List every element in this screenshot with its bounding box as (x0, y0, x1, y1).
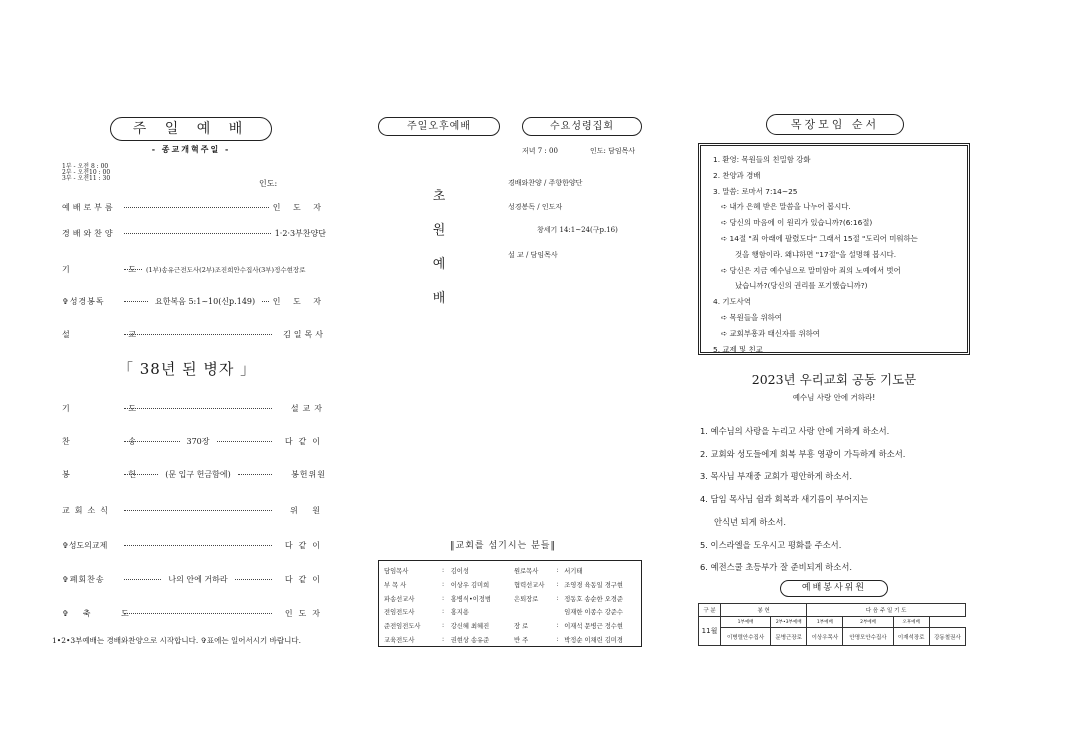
cell-line: ➪ 당신의 마음에 이 원리가 있습니까?(6:16절) (721, 218, 873, 228)
sub-head: 1부예배 (807, 617, 843, 628)
leader-label: 인도: (259, 179, 278, 188)
role-names: 서기태 (564, 568, 583, 576)
wednesday-line: 경배와찬양 / 주향한양단 (508, 179, 583, 187)
month-cell: 11월 (699, 617, 721, 646)
role-label: 원로목사 (514, 568, 539, 576)
wednesday-leader: 인도: 담임목사 (590, 147, 636, 155)
order-right: 인 도 자 (272, 203, 326, 212)
sub-head: 2부예배 (843, 617, 893, 628)
role-names: 홍병식•이정범 (450, 595, 491, 603)
order-middle: (1부)송유근전도사(2부)조진희안수집사(3부)정수현장로 (146, 266, 306, 274)
vertical-char: 초 (432, 189, 446, 204)
role-label (512, 605, 555, 619)
dot-leader (124, 233, 271, 234)
order-right: 설교자 (290, 404, 326, 413)
service-times (62, 164, 110, 182)
cell-line: ➪ 교회부흥과 태신자를 위하여 (721, 328, 820, 338)
service-time-2: 2부 - 오전10 : 00 (62, 169, 111, 176)
sub-head: 오후예배 (893, 617, 929, 628)
role-names: 권현상 송유준 (450, 636, 490, 644)
name-cell: 이병렬안수집사 (721, 628, 771, 646)
servers-title-text: 교회를 섬기시는 분들 (455, 541, 551, 551)
order-row-prayer (62, 264, 326, 275)
head-offering: 봉 헌 (721, 604, 807, 617)
prayer-item: 2. 교회와 성도들에게 회복 부흥 영광이 가득하게 하소서. (700, 448, 906, 459)
name-cell: 문병근장로 (771, 628, 807, 646)
name-cell: 안명모안수집사 (843, 628, 893, 646)
prayer-item: 안식년 되게 하소서. (714, 516, 787, 527)
main-worship-subtitle: - 종교개혁주일 - (151, 145, 231, 154)
cell-line: 4. 기도사역 (713, 297, 751, 307)
dot-leader (124, 334, 272, 335)
head-division: 구 분 (699, 604, 721, 617)
prayer-item: 4. 담임 목사님 쉼과 회복과 새기름이 부어지는 (700, 494, 869, 505)
dot-leader (124, 301, 148, 302)
cell-line: 났습니까?(당신의 권리를 포기했습니까?) (735, 281, 868, 291)
role-names: 홍지용 (450, 609, 469, 617)
role-names: 박정순 이채린 김미경 (564, 636, 623, 644)
order-row-prayer2 (62, 403, 326, 414)
cell-line: ➪ 당신은 지금 예수님으로 말미암아 죄의 노예에서 벗어 (721, 265, 901, 275)
service-time-3: 3부 - 오전11 : 30 (62, 175, 111, 182)
role-label: 반 주 (514, 636, 529, 644)
prayer-list (700, 420, 972, 579)
role-names: 이상우 김미희 (450, 581, 490, 589)
role-names: 김이성 (450, 568, 469, 576)
prayer-item: 5. 이스라엘을 도우시고 평화를 주소서. (700, 539, 842, 550)
worship-footnote: 1•2•3부예배는 경배와찬양으로 시작합니다. ✞표에는 일어서시기 바랍니다. (52, 636, 301, 645)
order-middle: (문 입구 헌금함에) (165, 470, 231, 479)
dot-leader (124, 545, 272, 546)
order-row-sermon (62, 329, 326, 340)
dot-leader (124, 474, 158, 475)
dot-leader (124, 408, 272, 409)
cell-line: 3. 말씀: 로마서 7:14~25 (713, 186, 798, 196)
dot-leader (217, 441, 273, 442)
sub-head: 1부예배 (721, 617, 771, 628)
role-names: 조영경 육동일 경구현 (564, 581, 623, 589)
order-label: 기 도 (62, 404, 164, 413)
order-label: ✞폐회찬송 (62, 575, 105, 584)
role-label: 은퇴장로 (514, 595, 539, 603)
role-label: 담임목사 (384, 568, 409, 576)
order-middle: 나의 안에 거하라 (168, 575, 228, 584)
role-label: 장 로 (514, 622, 529, 630)
role-label: 협력선교사 (514, 581, 545, 589)
dot-leader (238, 474, 272, 475)
role-label: 파송선교사 (384, 595, 415, 603)
order-row-closing-hymn (62, 574, 326, 585)
role-names: 강신혜 최혜진 (450, 622, 490, 630)
vertical-char: 예 (432, 257, 446, 272)
order-right: 다같이 (284, 437, 326, 446)
order-right: 다같이 (284, 541, 326, 550)
cell-meeting-title: 목장모임 순서 (766, 114, 904, 135)
order-label: 경배와찬양 (62, 229, 116, 238)
order-label: 교회소식 (62, 506, 113, 515)
sermon-title: 「 38년 된 병자 」 (118, 360, 257, 378)
order-row-offering (62, 469, 326, 480)
servers-left-table: 담임목사 : 김이성 부 목 사 : 이상우 김미희 파송선교사 : 홍병식•이정범 전임전도사 : 홍지용 준전임전도사 : 강신혜 최혜진 교육전도사 : 권현상 송유준 (382, 564, 512, 646)
service-time-1: 1부 - 오전 8 : 00 (62, 163, 109, 170)
dot-leader (235, 579, 272, 580)
dot-leader (124, 441, 180, 442)
order-right: 인도자 (284, 609, 326, 618)
order-label: 기 도 (62, 265, 164, 274)
prayer-title: 2023년 우리교회 공동 기도문 (751, 372, 917, 387)
prayer-item: 6. 예전스쿨 초등부가 잘 준비되게 하소서. (700, 562, 852, 573)
cell-line: 2. 찬양과 경배 (713, 170, 761, 180)
name-cell: 이상우목사 (807, 628, 843, 646)
wednesday-worship-title: 수요성령집회 (522, 117, 642, 136)
order-right: 1·2·3부찬양단 (274, 229, 326, 238)
name-cell: 이재석장로 (893, 628, 929, 646)
order-right: 김일목사 (283, 330, 326, 339)
order-middle: 요한복음 5:1~10(신p.149) (155, 297, 256, 306)
service-committee-table (698, 603, 966, 646)
dot-leader (124, 613, 272, 614)
order-right: 위 원 (290, 506, 326, 515)
dot-leader (124, 207, 269, 208)
role-names: 이재석 문병근 정수현 (564, 622, 623, 630)
main-worship-title: 주 일 예 배 (110, 117, 272, 141)
vertical-char: 배 (432, 291, 446, 306)
cell-line: ➪ 목원들을 위하여 (721, 312, 782, 322)
wednesday-line: 창세기 14:1~24(구p.16) (537, 226, 618, 234)
dot-leader (262, 301, 269, 302)
order-right: 인 도 자 (272, 297, 326, 306)
prayer-subtitle: 예수님 사랑 안에 거하라! (792, 393, 876, 402)
name-cell: 강동철권사 (929, 628, 965, 646)
role-label: 부 목 사 (384, 581, 407, 589)
role-label: 교육전도사 (384, 636, 415, 644)
order-right: 봉헌위원 (291, 470, 326, 479)
sub-head: 2부•3부예배 (771, 617, 807, 628)
afternoon-vertical-text (432, 180, 446, 316)
order-label: 찬 송 (62, 437, 164, 446)
wednesday-line: 설 교 / 담임목사 (508, 251, 558, 259)
cell-line: 5. 교제 및 친교 (713, 344, 763, 354)
servers-box (378, 560, 642, 647)
role-label: 준전임전도사 (384, 622, 421, 630)
dot-leader (124, 269, 142, 270)
vertical-char: 원 (432, 223, 446, 238)
order-label: ✞성도의교제 (62, 541, 108, 550)
cell-line: 것을 행함이라. 왜냐하면 "17절"을 설명해 봅시다. (735, 249, 897, 259)
servers-title: ‖교회를 섬기시는 분들‖ (450, 541, 556, 551)
cell-meeting-box (698, 143, 970, 355)
dot-leader (124, 510, 272, 511)
wednesday-time: 저녁 7 : 00 (522, 147, 558, 155)
order-label: 봉 헌 (62, 470, 164, 479)
cell-line: ➪ 14절 "죄 아래에 팔렸도다" 그래서 15절 "도리어 미워하는 (721, 233, 918, 243)
prayer-item: 1. 예수님의 사랑을 누리고 사랑 안에 거하게 하소서. (700, 426, 890, 436)
role-label: 전임전도사 (384, 609, 415, 617)
order-row-praise (62, 228, 326, 239)
order-row-call (62, 202, 326, 213)
order-label: 설 교 (62, 330, 164, 339)
order-row-benediction (62, 608, 326, 619)
cell-line: ➪ 내가 은혜 받은 말씀을 나누어 봅시다. (721, 202, 851, 212)
dot-leader (124, 579, 161, 580)
order-label: ✞축 도 (62, 609, 143, 618)
order-middle: 370장 (186, 437, 210, 446)
wednesday-line: 성경봉독 / 인도자 (508, 203, 563, 211)
role-names: 정동호 송순한 오경준 (564, 595, 623, 603)
order-row-fellowship (62, 540, 326, 551)
role-names: 임재한 이종수 강준수 (564, 609, 623, 617)
service-committee-title: 예배봉사위원 (780, 580, 888, 597)
order-right: 다같이 (284, 575, 326, 584)
servers-right-table: 원로목사 : 서기태 협력선교사 : 조영경 육동일 경구현 은퇴장로 : 정동호 송순한 오경준 임재한 이종수 강준수 장 로 : 이재석 문병근 정수현 반 주 : 박정순 이채린 김미경 (512, 564, 640, 646)
prayer-item: 3. 목사님 부재중 교회가 평안하게 하소서. (700, 471, 852, 482)
head-prayer: 다 음 주 일 기 도 (807, 604, 966, 617)
order-row-scripture (62, 296, 326, 307)
order-label: ✞성경봉독 (62, 297, 105, 306)
afternoon-worship-title: 주일오후예배 (378, 117, 500, 136)
order-label: 예배로부름 (62, 203, 116, 212)
cell-line: 1. 환영: 목원들의 친밀함 강화 (713, 155, 811, 164)
order-row-hymn (62, 436, 326, 447)
order-row-news (62, 505, 326, 516)
